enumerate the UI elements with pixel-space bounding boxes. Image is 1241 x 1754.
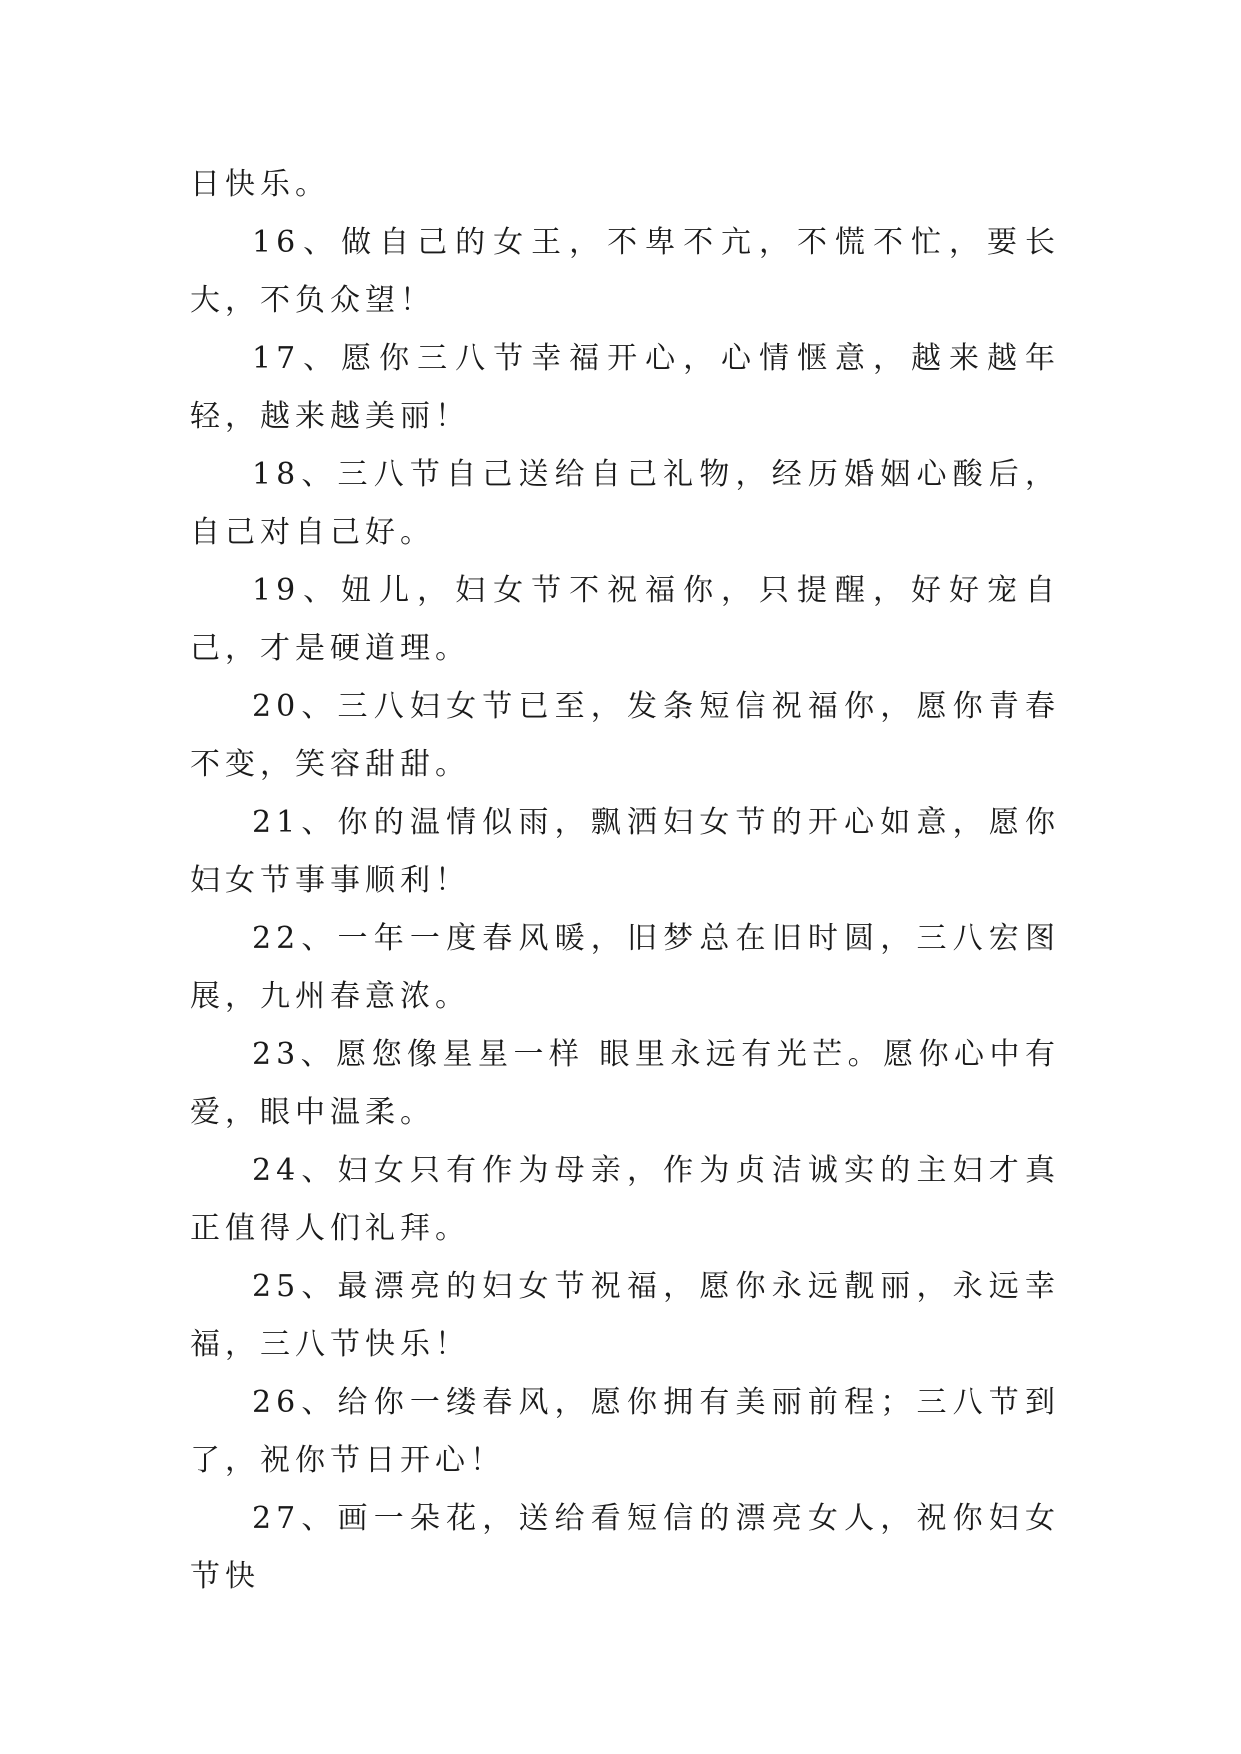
paragraph-24: 24、妇女只有作为母亲，作为贞洁诚实的主妇才真正值得人们礼拜。 — [190, 1153, 1060, 1246]
paragraph-23: 23、愿您像星星一样 眼里永远有光芒。愿你心中有爱，眼中温柔。 — [190, 1037, 1060, 1130]
paragraph-27: 27、画一朵花，送给看短信的漂亮女人，祝你妇女节快 — [190, 1501, 1060, 1594]
paragraph-19: 19、妞儿，妇女节不祝福你，只提醒，好好宠自己，才是硬道理。 — [190, 573, 1060, 666]
paragraph-22: 22、一年一度春风暖，旧梦总在旧时圆，三八宏图展，九州春意浓。 — [190, 921, 1060, 1014]
paragraph-16: 16、做自己的女王，不卑不亢，不慌不忙，要长大，不负众望！ — [190, 225, 1060, 318]
paragraph-continuation: 日快乐。 — [190, 167, 330, 202]
paragraph-18: 18、三八节自己送给自己礼物，经历婚姻心酸后，自己对自己好。 — [190, 457, 1060, 550]
paragraph-17: 17、愿你三八节幸福开心，心情惬意，越来越年轻，越来越美丽！ — [190, 341, 1060, 434]
body-text — [190, 156, 1060, 1606]
paragraph-26: 26、给你一缕春风，愿你拥有美丽前程；三八节到了，祝你节日开心！ — [190, 1385, 1060, 1478]
paragraph-20: 20、三八妇女节已至，发条短信祝福你，愿你青春不变，笑容甜甜。 — [190, 689, 1060, 782]
paragraph-25: 25、最漂亮的妇女节祝福，愿你永远靓丽，永远幸福，三八节快乐！ — [190, 1269, 1060, 1362]
paragraph-21: 21、你的温情似雨，飘洒妇女节的开心如意，愿你妇女节事事顺利！ — [190, 805, 1060, 898]
